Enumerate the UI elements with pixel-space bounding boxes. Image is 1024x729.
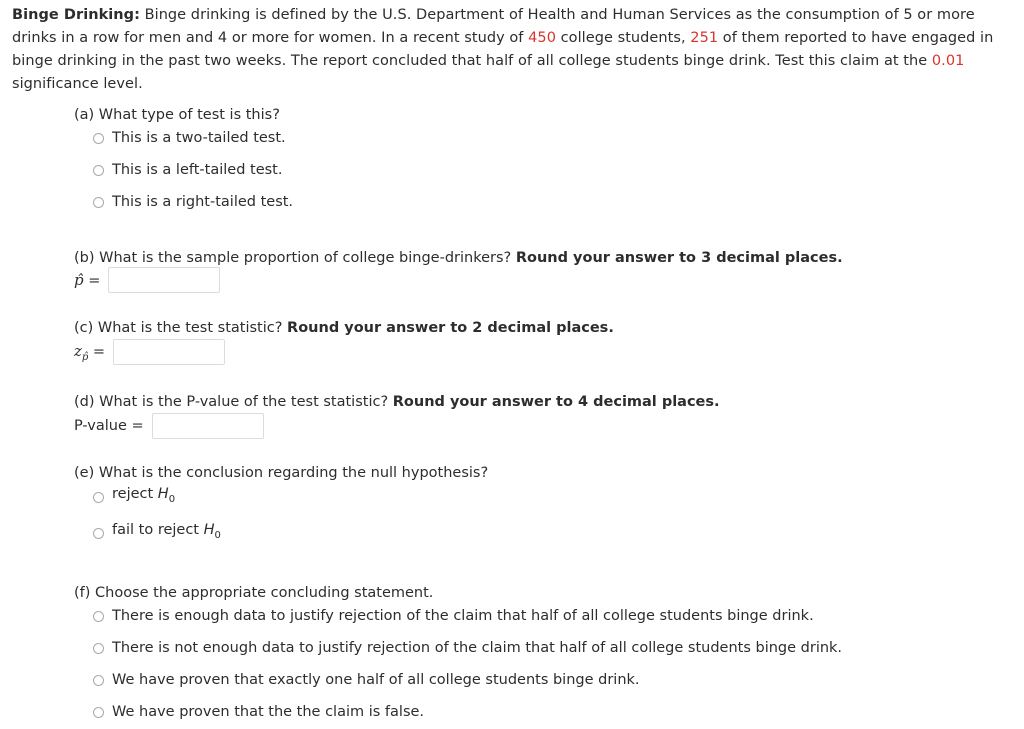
problem-text-1: Binge drinking is defined by the U.S. Department of Health and Human Services as the consumption of 5 or more drinks in a row for men and 4 or more for women. In a recent study of bbox=[12, 7, 975, 46]
option-fail-to-reject-h0[interactable] bbox=[93, 523, 221, 543]
problem-text-2: college students, bbox=[555, 30, 691, 46]
sample-proportion-input[interactable] bbox=[108, 267, 220, 293]
problem-text-4: significance level. bbox=[12, 76, 143, 92]
radio-button[interactable] bbox=[93, 707, 104, 718]
h-subscript: 0 bbox=[168, 493, 176, 505]
option-label: There is enough data to justify rejection of the claim that half of all college students binge drink. bbox=[112, 608, 814, 624]
option-label: This is a right-tailed test. bbox=[112, 194, 294, 210]
option-label: This is a two-tailed test. bbox=[112, 130, 286, 146]
option-label: We have proven that the the claim is false. bbox=[112, 704, 425, 720]
option-reject-h0[interactable] bbox=[93, 487, 175, 507]
p-hat-symbol: p̂ bbox=[74, 271, 84, 289]
option-proven-half[interactable] bbox=[93, 670, 640, 690]
h-symbol: H bbox=[203, 522, 215, 539]
radio-button[interactable] bbox=[93, 643, 104, 654]
equals-sign: = bbox=[88, 273, 101, 289]
option-label: We have proven that exactly one half of all college students binge drink. bbox=[112, 672, 640, 688]
answer-row-c bbox=[74, 339, 225, 365]
radio-button[interactable] bbox=[93, 611, 104, 622]
option-enough-data[interactable] bbox=[93, 606, 814, 626]
answer-row-b bbox=[74, 267, 220, 293]
question-c-instruction: Round your answer to 2 decimal places. bbox=[287, 320, 614, 336]
h-symbol: H bbox=[157, 486, 169, 503]
option-right-tailed[interactable] bbox=[93, 192, 293, 212]
option-label bbox=[112, 484, 175, 510]
option-proven-false[interactable] bbox=[93, 702, 424, 722]
option-label: This is a left-tailed test. bbox=[112, 162, 283, 178]
option-not-enough-data[interactable] bbox=[93, 638, 842, 658]
z-symbol: z bbox=[74, 341, 82, 360]
option-text: fail to reject bbox=[112, 522, 204, 539]
question-e: (e) What is the conclusion regarding the null hypothesis? bbox=[74, 465, 489, 481]
radio-button[interactable] bbox=[93, 675, 104, 686]
question-f: (f) Choose the appropriate concluding statement. bbox=[74, 585, 434, 601]
sample-size: 450 bbox=[528, 30, 556, 46]
p-value-label: P-value = bbox=[74, 418, 144, 434]
problem-statement bbox=[12, 4, 1012, 96]
question-d-instruction: Round your answer to 4 decimal places. bbox=[392, 394, 720, 410]
z-subscript: p̂ bbox=[81, 351, 89, 363]
question-b-text: (b) What is the sample proportion of college binge-drinkers? bbox=[74, 250, 516, 266]
option-two-tailed[interactable] bbox=[93, 128, 286, 148]
question-d-text: (d) What is the P-value of the test statistic? bbox=[74, 394, 393, 410]
radio-button[interactable] bbox=[93, 197, 104, 208]
option-left-tailed[interactable] bbox=[93, 160, 282, 180]
question-c bbox=[74, 318, 614, 338]
question-b-instruction: Round your answer to 3 decimal places. bbox=[515, 250, 843, 266]
radio-button[interactable] bbox=[93, 133, 104, 144]
h-subscript: 0 bbox=[214, 529, 221, 541]
option-text: reject bbox=[112, 486, 158, 503]
p-value-input[interactable] bbox=[152, 413, 264, 439]
option-label bbox=[112, 520, 221, 546]
equals-sign: = bbox=[92, 343, 106, 360]
test-statistic-input[interactable] bbox=[113, 339, 225, 365]
question-a: (a) What type of test is this? bbox=[74, 107, 280, 123]
answer-row-d bbox=[74, 413, 264, 439]
question-c-text: (c) What is the test statistic? bbox=[74, 320, 288, 336]
radio-button[interactable] bbox=[93, 492, 104, 503]
p-hat-label bbox=[74, 271, 100, 289]
problem-title: Binge Drinking: bbox=[12, 7, 140, 23]
radio-button[interactable] bbox=[93, 528, 104, 539]
question-b bbox=[74, 248, 843, 268]
z-stat-label bbox=[74, 342, 105, 363]
significance-level: 0.01 bbox=[931, 53, 965, 69]
problem-text-3: of them reported to have engaged in binge drinking in the past two weeks. The report concluded that half of all college students binge drink. Test this claim at the bbox=[12, 30, 994, 69]
question-d bbox=[74, 392, 720, 412]
radio-button[interactable] bbox=[93, 165, 104, 176]
option-label: There is not enough data to justify rejection of the claim that half of all college students binge drink. bbox=[112, 640, 843, 656]
success-count: 251 bbox=[690, 30, 719, 46]
